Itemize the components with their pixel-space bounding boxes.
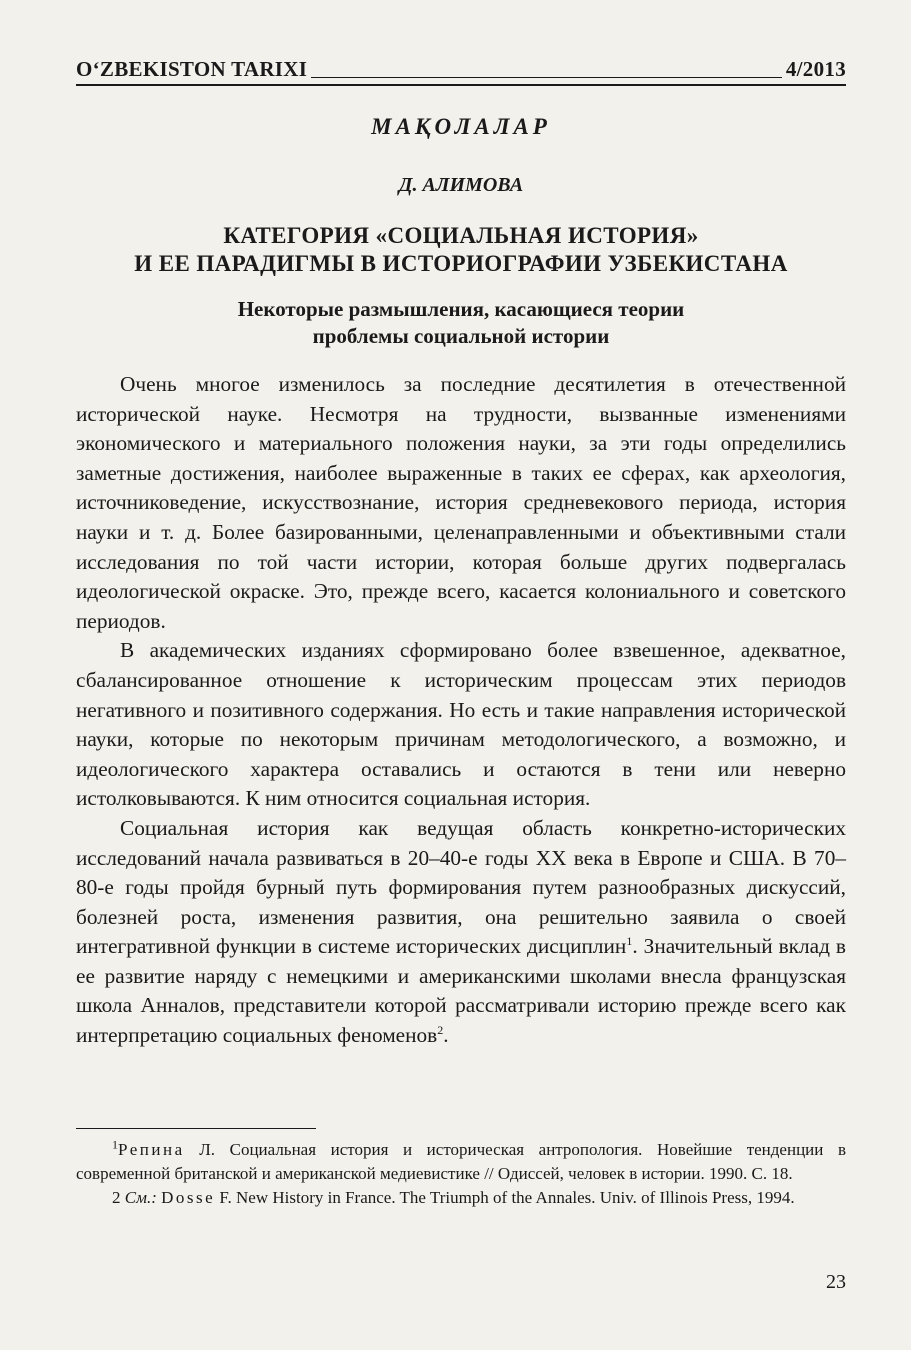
paragraph-2: В академических изданиях сформировано более взвешенное, адекватное, сбалансированное отношение к историческим процессам этих периодов негативного и позитивного содержания. Но есть и такие направления исторической науки, которые по некоторым причинам методологического, а возможно, и идеологического характера оставались и остаются в тени или неверно истолковываются. К ним относится социальная история. <box>76 638 846 811</box>
subtitle-line-1: Некоторые размышления, касающиеся теории <box>237 297 685 321</box>
page-number: 23 <box>826 1271 846 1293</box>
footnote-2-prefix: См.: <box>124 1188 157 1207</box>
article-author: Д. АЛИМОВА <box>398 174 524 196</box>
article-body <box>76 370 846 1051</box>
footnote-separator <box>76 1128 316 1129</box>
paragraph-3-text-b: . Значительный вклад в ее развитие наряду с немецкими и американскими школами внесла французская школа Анналов, представители которой рассматривали историю прежде всего как интерпретацию социальных феноменов <box>76 934 846 1048</box>
footnote-1-text: Л. Социальная история и историческая антропология. Новейшие тенденции в современной британской и американской медиевистике // Одиссей, человек в истории. 1990. С. 18. <box>76 1140 846 1183</box>
issue-number: 4/2013 <box>785 57 846 81</box>
article-title-line-1: КАТЕГОРИЯ «СОЦИАЛЬНАЯ ИСТОРИЯ» <box>223 223 699 248</box>
footnote-reference-1[interactable]: 1 <box>626 934 633 949</box>
paragraph-3-text-c: . <box>443 1023 449 1048</box>
footnote-1-author: Репина <box>118 1140 185 1159</box>
footnote-1 <box>76 1138 846 1186</box>
paragraph-3 <box>76 814 846 1051</box>
section-title: МАҚОЛАЛАР <box>371 114 551 139</box>
footnote-2-text: F. New History in France. The Triumph of the Annales. Univ. of Illinois Press, 1994. <box>215 1188 795 1207</box>
header-rule <box>76 84 846 86</box>
subtitle-line-2: проблемы социальной истории <box>312 324 610 348</box>
paragraph-3-text-a: Социальная история как ведущая область конкретно-исторических исследований начала развиваться в 20–40-е годы XX века в Европе и США. В 70–80-е годы пройдя бурный путь формирования путем разнообразных дискуссий, болезней роста, изменения развития, она решительно заявила о своей интегративной функции в системе исторических дисциплин <box>76 815 846 959</box>
footnote-reference-2[interactable]: 2 <box>437 1022 444 1037</box>
footnote-2-mark: 2 <box>112 1188 121 1207</box>
paragraph-1: Очень многое изменилось за последние десятилетия в отечественной исторической науке. Несмотря на трудности, вызванные изменениями экономического и материального положения науки, за эти годы определились заметные достижения, наиболее выраженные в таких ее сферах, как археология, источниковедение, искусствознание, история средневекового периода, история науки и т. д. Более базированными, целенаправленными и объективными стали исследования по той части истории, которая больше других подвергалась идеологической окраске. Это, прежде всего, касается колониального и советского периодов. <box>76 372 846 633</box>
article-subtitle <box>76 296 846 350</box>
running-header <box>76 50 846 82</box>
article-title <box>76 222 846 278</box>
journal-name: O‘ZBEKISTON TARIXI <box>76 57 308 81</box>
journal-page <box>76 0 846 1350</box>
footnotes <box>76 1138 846 1210</box>
footnote-2 <box>76 1186 846 1210</box>
footnote-1-mark: 1 <box>112 1137 118 1152</box>
header-leader-line <box>311 76 782 78</box>
article-title-line-2: И ЕЕ ПАРАДИГМЫ В ИСТОРИОГРАФИИ УЗБЕКИСТАНА <box>134 251 788 276</box>
footnote-2-author: Dosse <box>161 1188 216 1207</box>
